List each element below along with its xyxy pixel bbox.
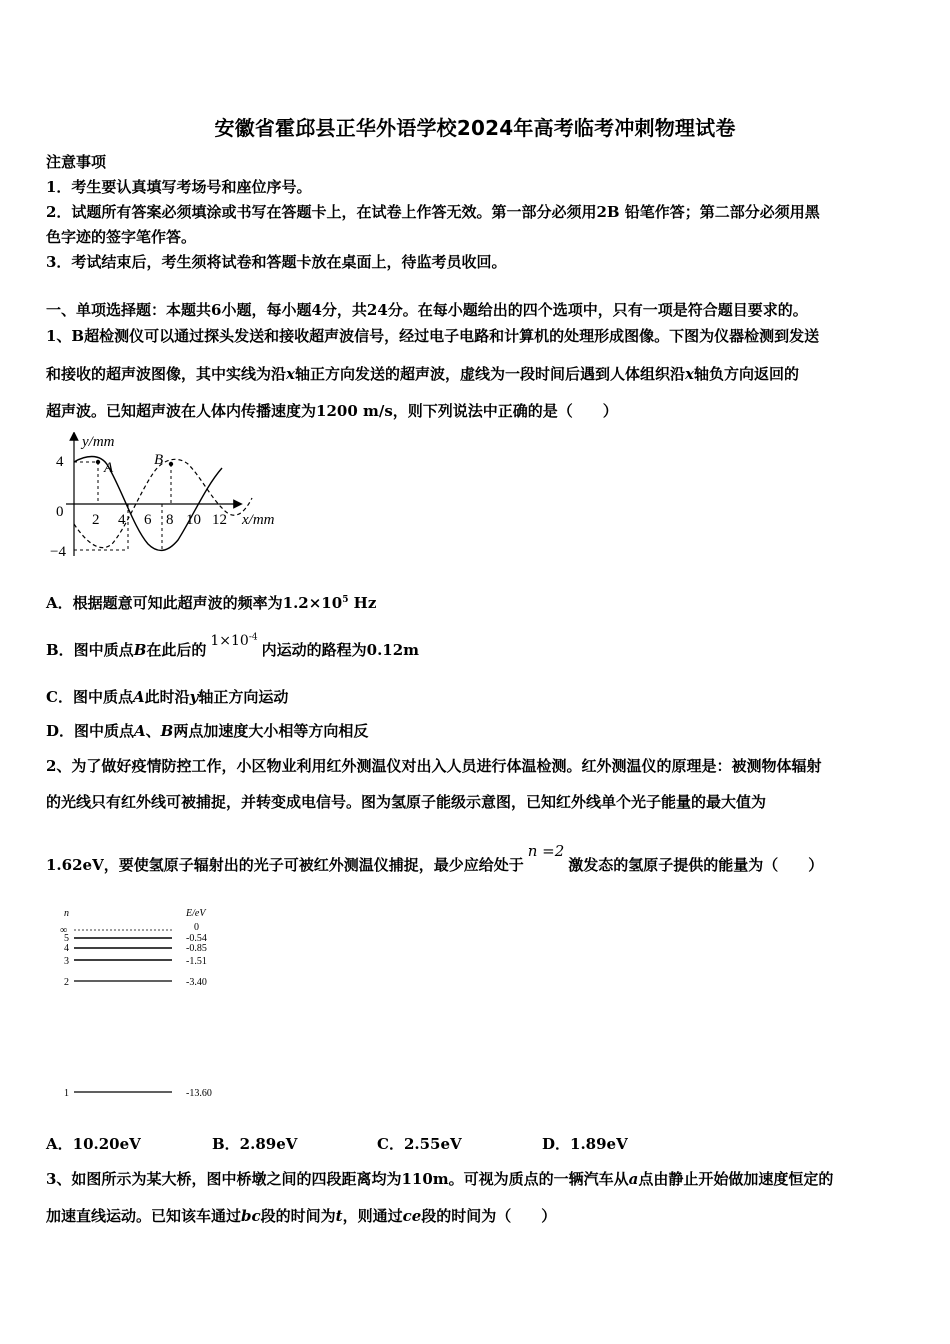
q1-var-x: x [684, 365, 694, 383]
x-tick: 8 [166, 512, 174, 528]
q1-option-a-text: A．根据题意可知此超声波的频率为1.2×10 [46, 594, 343, 612]
q1-option-b-var: B [133, 641, 147, 659]
level-n: ∞ [60, 925, 68, 936]
q3-text: 3、如图所示为某大桥，图中桥墩之间的四段距离均为110m。可视为质点的一辆汽车从 [46, 1170, 629, 1188]
q3-var-a: a [628, 1170, 639, 1188]
q1-option-b-text: 在此后的 [146, 641, 207, 659]
q3-text: ，则通过 [342, 1207, 403, 1225]
q1-option-c [46, 687, 288, 707]
q1-option-a-unit: Hz [348, 594, 377, 612]
x-tick: 2 [92, 512, 100, 528]
q3-var-t: t [335, 1207, 343, 1225]
q3-line-2 [46, 1206, 556, 1226]
point-b-dot [169, 462, 173, 466]
q1-option-a-exp: 5 [342, 595, 349, 605]
q1-option-b-text: 内运动的路程为0.12m [261, 641, 420, 659]
point-b-label: B [154, 452, 164, 468]
x-tick: 4 [118, 512, 126, 528]
level-n: 3 [64, 956, 69, 967]
q1-option-b-expr [210, 631, 257, 651]
q2-expr: n =2 [527, 842, 565, 860]
q1-option-b-expr-exp: -4 [248, 632, 258, 643]
notice-item-3: 3．考试结束后，考生须将试卷和答题卡放在桌面上，待监考员收回。 [46, 253, 507, 271]
y-tick-4: 4 [56, 454, 64, 470]
notice-item-2-cont: 色字迹的签字笔作答。 [46, 228, 197, 246]
q1-option-b [46, 632, 420, 661]
q1-var-x: x [286, 365, 295, 383]
point-a-dot [96, 460, 100, 464]
q2-line-2: 的光线只有红外线可被捕捉，并转变成电信号。图为氢原子能级示意图，已知红外线单个光子能量的最大值为 [46, 793, 767, 811]
q3-var-ce: ce [402, 1207, 422, 1225]
q1-option-c-text: C．图中质点 [46, 688, 133, 706]
q1-option-c-var: y [189, 688, 199, 706]
q1-line-3: 超声波。已知超声波在人体内传播速度为1200 m/s，则下列说法中正确的是（ ） [46, 402, 618, 420]
section-heading: 一、单项选择题：本题共6小题，每小题4分，共24分。在每小题给出的四个选项中，只有一项是符合题目要求的。 [46, 301, 808, 319]
level-e: -0.54 [186, 933, 207, 944]
q1-text: 轴正方向发送的超声波，虚线为一段时间后遇到人体组织沿 [294, 365, 685, 383]
q1-text: 轴负方向返回的 [693, 365, 799, 383]
q1-option-d-var: B [160, 722, 174, 740]
q2-option-c: C．2.55eV [377, 1135, 462, 1153]
q2-line-3 [46, 842, 824, 875]
level-n: 4 [64, 943, 69, 954]
q1-text: 和接收的超声波图像，其中实线为沿 [46, 365, 287, 383]
level-e: -3.40 [186, 977, 207, 988]
q3-text: 点由静止开始做加速度恒定的 [638, 1170, 834, 1188]
q1-option-d-text: D．图中质点 [46, 722, 135, 740]
q1-line-2 [46, 364, 799, 384]
point-a-label: A [104, 460, 114, 476]
q3-text: 段的时间为 [260, 1207, 336, 1225]
e-header: E/eV [186, 908, 206, 919]
page-title: 安徽省霍邱县正华外语学校2024年高考临考冲刺物理试卷 [214, 116, 736, 140]
wave-graph [44, 432, 304, 562]
q2-option-a: A．10.20eV [46, 1135, 141, 1153]
level-e: -13.60 [186, 1088, 212, 1099]
q3-text: 段的时间为（ ） [421, 1207, 557, 1225]
q1-option-d-var: A [134, 722, 146, 740]
q1-option-b-expr-base: 1×10 [210, 633, 249, 649]
level-n: 2 [64, 977, 69, 988]
q2-option-b: B．2.89eV [212, 1135, 298, 1153]
q1-option-c-text: 此时沿 [144, 688, 190, 706]
y-axis-label: y/mm [82, 434, 115, 450]
level-e: -0.85 [186, 943, 207, 954]
x-tick: 10 [186, 512, 201, 528]
y-tick-0: 0 [56, 504, 64, 520]
q1-option-d-text: 、 [145, 722, 161, 740]
notice-item-2: 2．试题所有答案必须填涂或书写在答题卡上，在试卷上作答无效。第一部分必须用2B 铅笔作答；第二部分必须用黑 [46, 203, 820, 221]
q1-option-b-text: B．图中质点 [46, 641, 134, 659]
q2-line-1: 2、为了做好疫情防控工作，小区物业利用红外测温仪对出入人员进行体温检测。红外测温仪的原理是：被测物体辐射 [46, 757, 822, 775]
q1-option-c-var: A [132, 688, 145, 706]
level-e: 0 [194, 922, 199, 933]
q1-line-1: 1、B超检测仪可以通过探头发送和接收超声波信号，经过电子电路和计算机的处理形成图像。下图为仪器检测到发送 [46, 327, 820, 345]
q2-text: 1.62eV，要使氢原子辐射出的光子可被红外测温仪捕捉，最少应给处于 [46, 856, 524, 874]
n-header: n [64, 908, 69, 919]
q1-option-a [46, 593, 376, 613]
y-tick-neg4: −4 [50, 544, 66, 560]
level-n: 1 [64, 1088, 69, 1099]
energy-level-diagram [56, 903, 236, 1103]
level-n: 5 [64, 933, 69, 944]
q1-option-c-text: 轴正方向运动 [198, 688, 289, 706]
q3-text: 加速直线运动。已知该车通过 [46, 1207, 242, 1225]
q2-text: 激发态的氢原子提供的能量为（ ） [568, 856, 824, 874]
q2-option-d: D．1.89eV [542, 1135, 628, 1153]
level-e: -1.51 [186, 956, 207, 967]
x-tick: 6 [144, 512, 152, 528]
q1-option-d-text: 两点加速度大小相等方向相反 [173, 722, 369, 740]
notice-item-1: 1．考生要认真填写考场号和座位序号。 [46, 178, 312, 196]
notice-heading: 注意事项 [46, 153, 107, 171]
q1-option-d [46, 721, 368, 741]
q3-line-1 [46, 1169, 833, 1189]
x-axis-label: x/mm [242, 512, 275, 528]
q3-var-bc: bc [241, 1207, 261, 1225]
x-tick: 12 [212, 512, 227, 528]
